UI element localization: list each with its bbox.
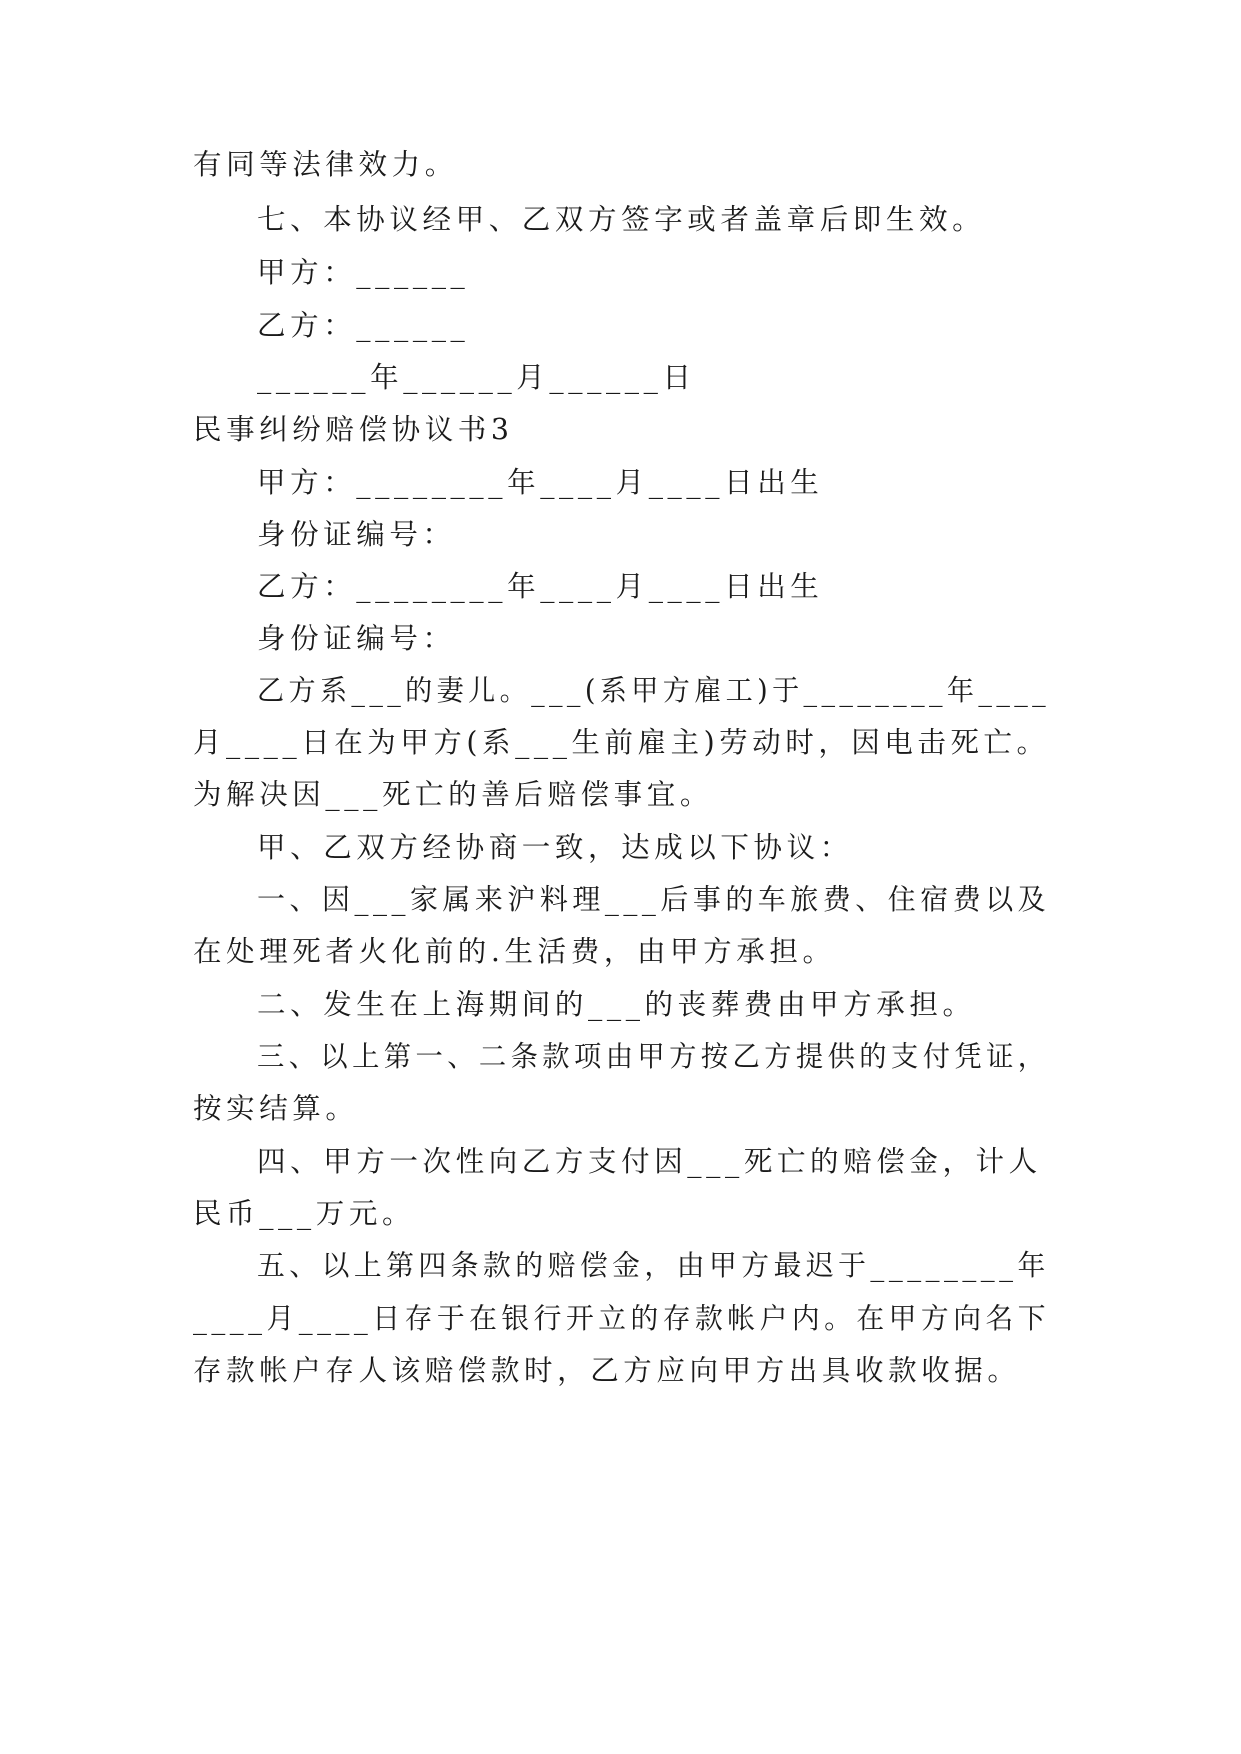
section-title: 民事纠纷赔偿协议书3 — [193, 413, 514, 446]
paragraph-line: 七、本协议经甲、乙双方签字或者盖章后即生效。 — [257, 203, 986, 236]
paragraph-line: 存款帐户存人该赔偿款时，乙方应向甲方出具收款收据。 — [193, 1354, 1021, 1387]
signature-line-party-a: 甲方：______ — [257, 256, 470, 289]
paragraph-line: ____月____日存于在银行开立的存款帐户内。在甲方向名下 — [193, 1302, 1051, 1335]
signature-line-party-b: 乙方：______ — [257, 309, 470, 342]
id-number-line: 身份证编号： — [257, 622, 456, 655]
paragraph-line: 五、以上第四条款的赔偿金，由甲方最迟于________年 — [257, 1249, 1050, 1282]
paragraph-line: 三、以上第一、二条款项由甲方按乙方提供的支付凭证， — [257, 1040, 1050, 1073]
party-a-line: 甲方：________年____月____日出生 — [257, 466, 824, 499]
id-number-line: 身份证编号： — [257, 518, 456, 551]
document-page — [193, 0, 1050, 1754]
paragraph-line: 按实结算。 — [193, 1092, 359, 1125]
paragraph-line: 有同等法律效力。 — [193, 148, 458, 181]
paragraph-line: 在处理死者火化前的.生活费，由甲方承担。 — [193, 935, 836, 968]
paragraph-line: 一、因___家属来沪料理___后事的车旅费、住宿费以及 — [257, 883, 1051, 916]
paragraph-line: 民币___万元。 — [193, 1197, 416, 1230]
paragraph-line: 为解决因___死亡的善后赔偿事宜。 — [193, 778, 713, 811]
party-b-line: 乙方：________年____月____日出生 — [257, 570, 824, 603]
date-line: ______年______月______日 — [257, 361, 696, 394]
paragraph-line: 四、甲方一次性向乙方支付因___死亡的赔偿金，计人 — [257, 1145, 1042, 1178]
paragraph-line: 乙方系___的妻儿。___(系甲方雇工)于________年____ — [257, 674, 1051, 707]
paragraph-line: 甲、乙双方经协商一致，达成以下协议： — [257, 831, 853, 864]
paragraph-line: 二、发生在上海期间的___的丧葬费由甲方承担。 — [257, 988, 976, 1021]
paragraph-line: 月____日在为甲方(系___生前雇主)劳动时，因电击死亡。 — [193, 726, 1050, 759]
